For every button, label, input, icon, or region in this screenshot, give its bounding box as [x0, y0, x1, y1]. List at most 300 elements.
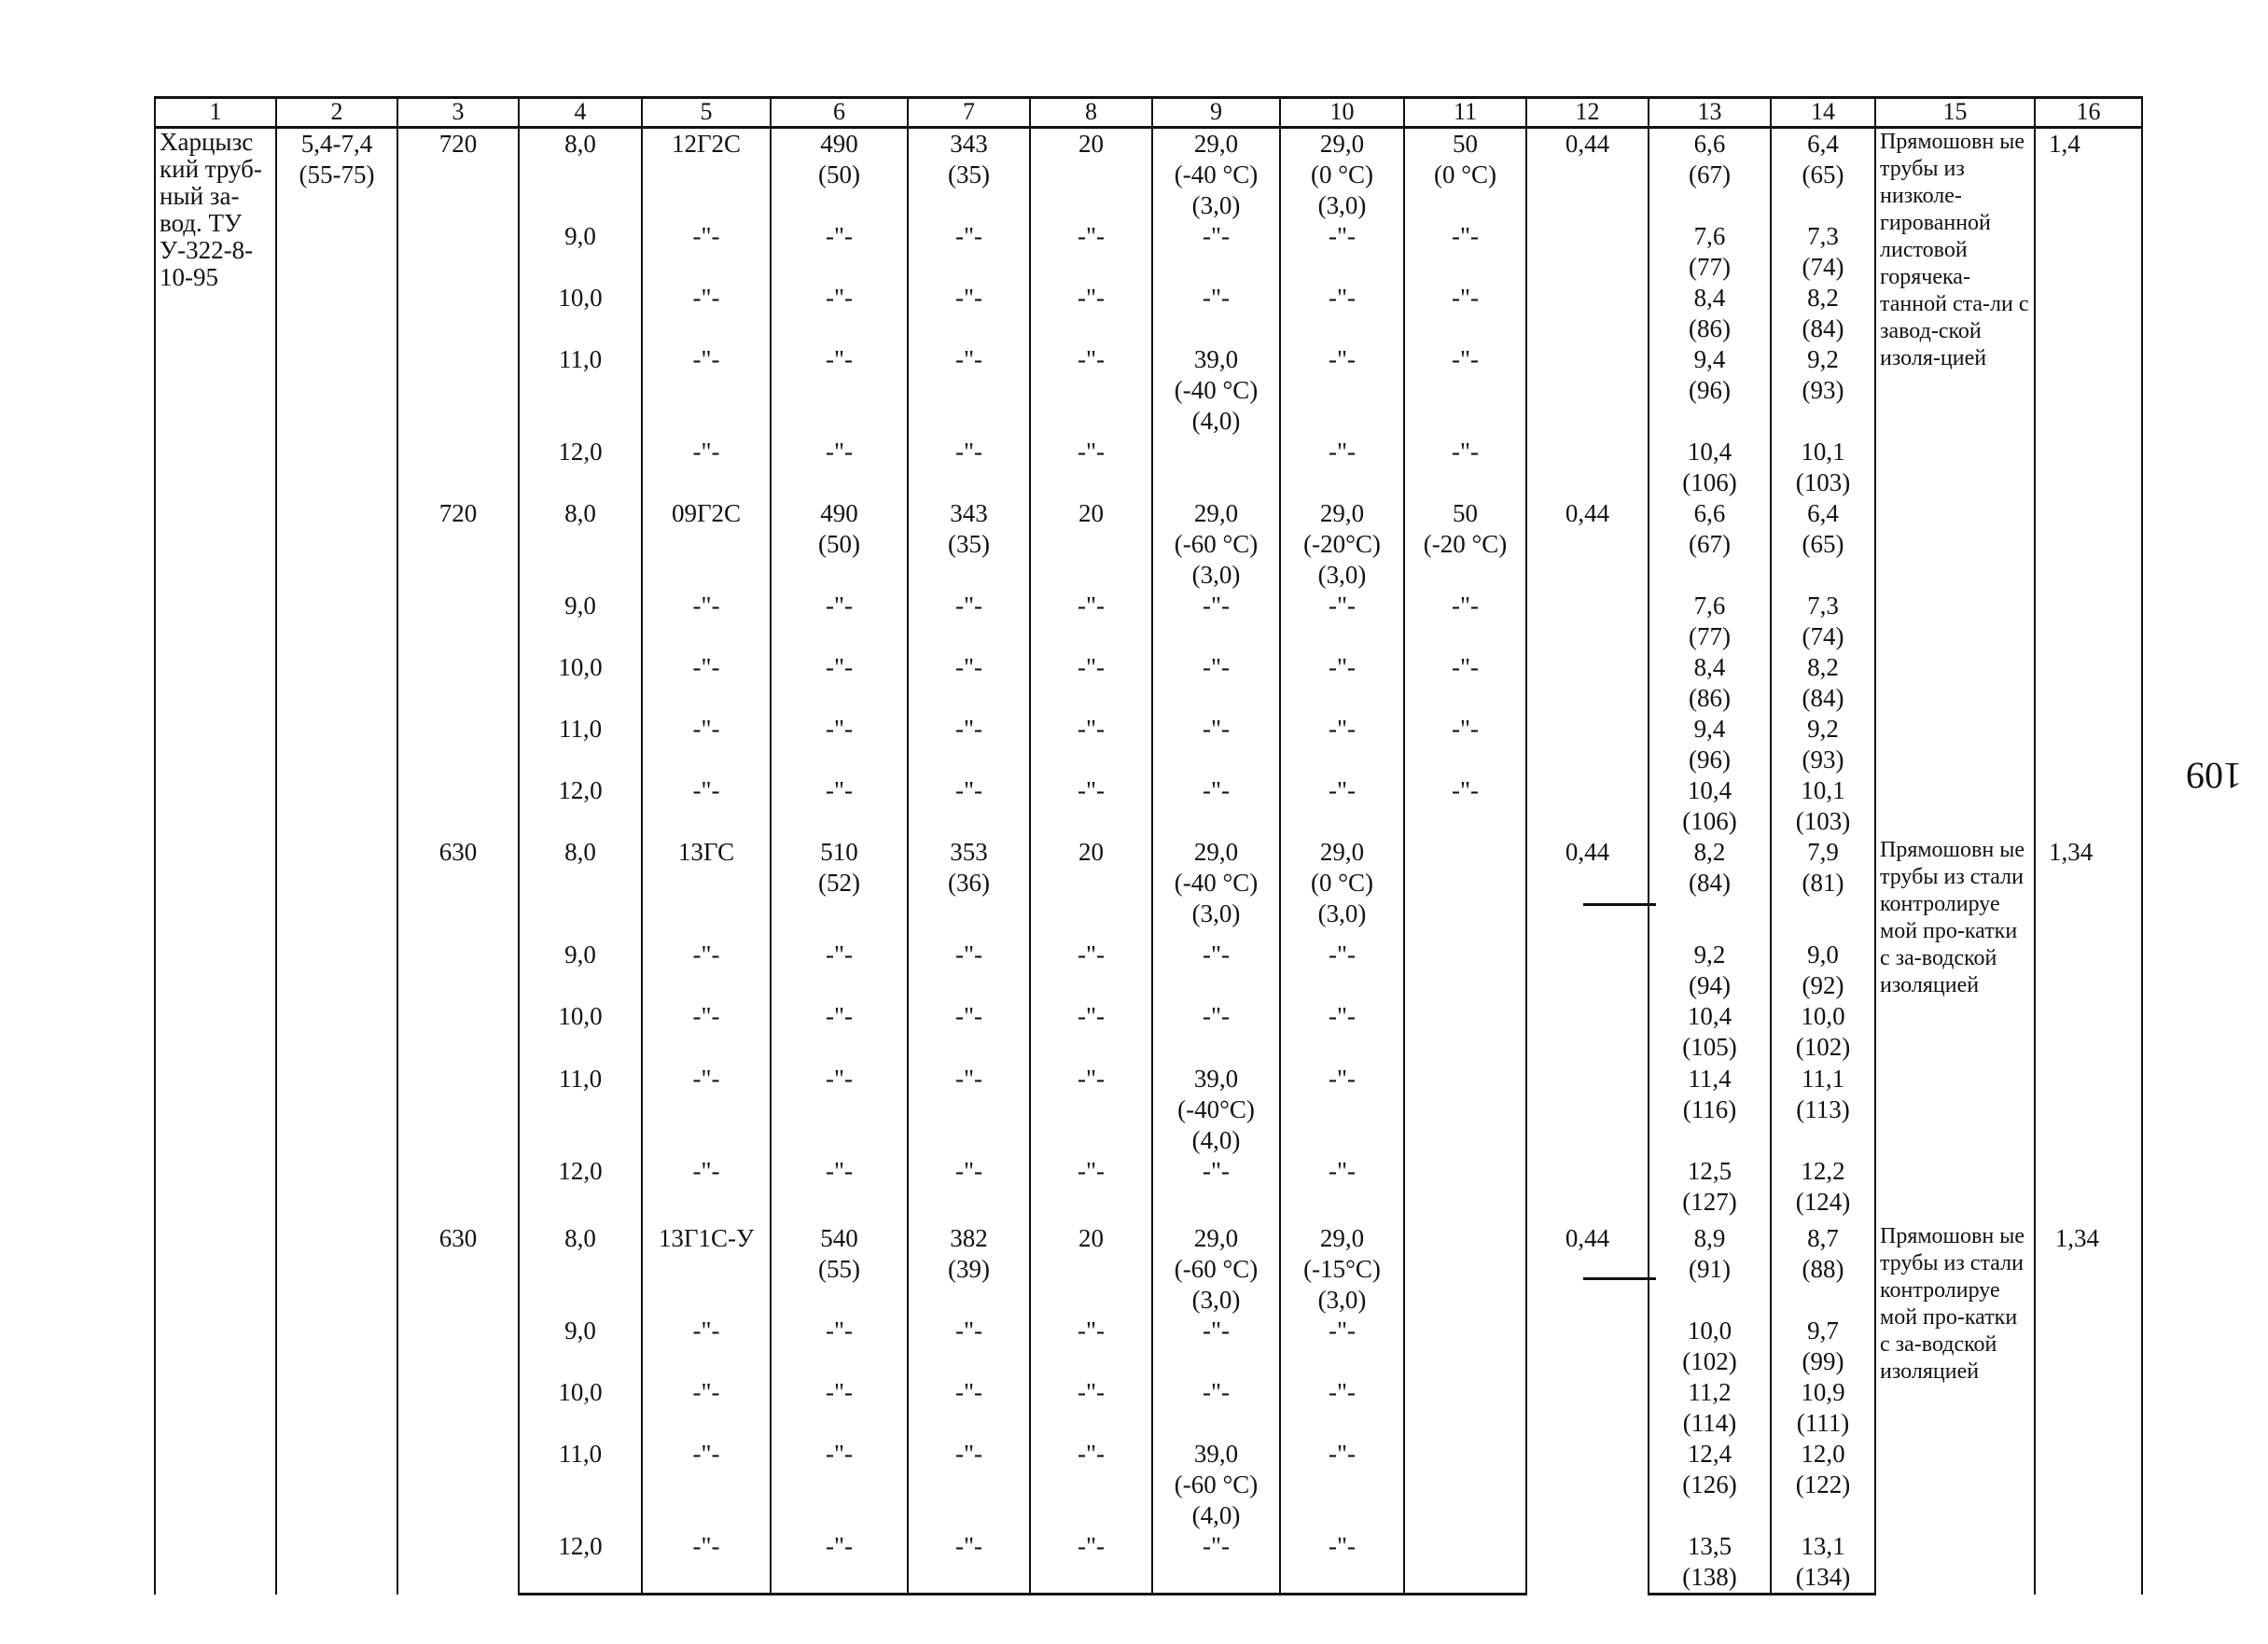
yield-strength-cell — [908, 1001, 1030, 1064]
pipe-diameter-cell — [397, 1223, 519, 1595]
tensile-strength-cell — [771, 221, 908, 283]
working-pressure-a-cell — [1649, 1531, 1771, 1595]
wall-thickness-cell — [519, 1377, 642, 1439]
elongation-cell — [1030, 775, 1152, 837]
tensile-strength-cell — [771, 591, 908, 652]
elongation-cell — [1030, 128, 1152, 222]
working-pressure-a-cell — [1649, 775, 1771, 837]
wall-thickness-cell — [519, 1064, 642, 1156]
impact-strength-a-cell — [1152, 652, 1280, 714]
carbon-equivalent-cell — [1526, 128, 1649, 499]
wall-thickness: 12,0 — [558, 1157, 603, 1185]
pipe-diameter-cell — [397, 128, 519, 499]
steel-grade-cell — [642, 1377, 771, 1439]
fracture-share-cell — [1404, 1531, 1526, 1595]
tensile-strength-cell — [771, 1439, 908, 1531]
wall-thickness-cell — [519, 1531, 642, 1595]
wall-thickness-cell — [519, 652, 642, 714]
yield-strength: -"- — [954, 776, 982, 804]
document-sheet — [154, 96, 2141, 1591]
impact-strength-a-cell — [1152, 283, 1280, 344]
working-pressure-b: 6,4 (65) — [1802, 130, 1844, 188]
impact-strength-b: -"- — [1328, 1317, 1356, 1344]
column-header: 1 — [155, 98, 276, 128]
impact-strength-a: 39,0 (-40 °C) (4,0) — [1174, 345, 1259, 435]
working-pressure-b: 7,9 (81) — [1802, 838, 1844, 897]
yield-strength: -"- — [954, 222, 982, 250]
tensile-strength: -"- — [825, 345, 853, 373]
wall-thickness: 8,0 — [564, 838, 596, 866]
elongation-cell — [1030, 221, 1152, 283]
table-row — [155, 128, 2142, 222]
pressure-range: 5,4-7,4 (55-75) — [299, 130, 375, 188]
working-pressure-b: 9,7 (99) — [1802, 1317, 1844, 1375]
steel-grade: 13Г1С-У — [658, 1224, 755, 1252]
impact-strength-b-cell — [1280, 1439, 1404, 1531]
safety-factor: 1,34 — [2054, 1224, 2099, 1252]
fracture-share: -"- — [1451, 715, 1479, 743]
elongation-cell — [1030, 344, 1152, 437]
working-pressure-b: 8,2 (84) — [1802, 284, 1844, 342]
fracture-share-cell — [1404, 940, 1526, 1001]
pipe-spec-table — [154, 96, 2143, 1595]
tensile-strength: -"- — [825, 1157, 853, 1185]
fracture-share-cell — [1404, 1377, 1526, 1439]
elongation: -"- — [1077, 1440, 1105, 1468]
column-header: 10 — [1280, 98, 1404, 128]
impact-strength-b: -"- — [1328, 1065, 1356, 1093]
working-pressure-b-cell — [1771, 775, 1875, 837]
column-header: 13 — [1649, 98, 1771, 128]
impact-strength-a: 39,0 (-40°C) (4,0) — [1177, 1065, 1255, 1154]
wall-thickness: 8,0 — [564, 499, 596, 527]
steel-grade: -"- — [692, 1440, 720, 1468]
impact-strength-a-cell — [1152, 1064, 1280, 1156]
elongation-cell — [1030, 1001, 1152, 1064]
yield-strength: -"- — [954, 653, 982, 681]
carbon-equivalent: 0,44 — [1565, 1224, 1610, 1252]
elongation: 20 — [1078, 838, 1104, 866]
steel-grade: -"- — [692, 222, 720, 250]
working-pressure-a-cell — [1649, 1316, 1771, 1377]
column-header: 12 — [1526, 98, 1649, 128]
working-pressure-b: 7,3 (74) — [1802, 592, 1844, 650]
working-pressure-b-cell — [1771, 837, 1875, 940]
working-pressure-a: 9,4 (96) — [1689, 345, 1731, 404]
tensile-strength: -"- — [825, 1002, 853, 1030]
elongation: -"- — [1077, 1065, 1105, 1093]
working-pressure-b: 10,9 (111) — [1796, 1378, 1850, 1437]
table-body — [155, 98, 2142, 1595]
working-pressure-a-cell — [1649, 1439, 1771, 1531]
elongation-cell — [1030, 283, 1152, 344]
steel-grade-cell — [642, 1439, 771, 1531]
fracture-share-cell — [1404, 1439, 1526, 1531]
tensile-strength: -"- — [825, 1378, 853, 1406]
working-pressure-b-cell — [1771, 1001, 1875, 1064]
yield-strength-cell — [908, 1064, 1030, 1156]
carbon-equivalent: 0,44 — [1565, 838, 1610, 866]
working-pressure-a: 8,9 (91) — [1689, 1224, 1731, 1283]
wall-thickness: 11,0 — [558, 1440, 603, 1468]
working-pressure-a: 13,5 (138) — [1682, 1532, 1737, 1591]
yield-strength: -"- — [954, 345, 982, 373]
yield-strength: -"- — [954, 1378, 982, 1406]
column-header: 8 — [1030, 98, 1152, 128]
steel-grade: -"- — [692, 1157, 720, 1185]
working-pressure-a: 9,4 (96) — [1689, 715, 1731, 773]
yield-strength: 343 (35) — [948, 499, 990, 558]
impact-strength-b: -"- — [1328, 776, 1356, 804]
working-pressure-b-cell — [1771, 344, 1875, 437]
fracture-share-cell — [1404, 591, 1526, 652]
steel-grade-cell — [642, 775, 771, 837]
wall-thickness: 11,0 — [558, 1065, 603, 1093]
working-pressure-b: 8,2 (84) — [1802, 653, 1844, 712]
impact-strength-b-cell — [1280, 837, 1404, 940]
impact-strength-b: -"- — [1328, 1378, 1356, 1406]
column-header: 6 — [771, 98, 908, 128]
wall-thickness: 10,0 — [558, 1378, 603, 1406]
impact-strength-b: -"- — [1328, 284, 1356, 312]
working-pressure-b-cell — [1771, 714, 1875, 775]
steel-grade-cell — [642, 1001, 771, 1064]
impact-strength-b-cell — [1280, 775, 1404, 837]
yield-strength: -"- — [954, 1065, 982, 1093]
yield-strength-cell — [908, 775, 1030, 837]
elongation: -"- — [1077, 940, 1105, 968]
column-header: 5 — [642, 98, 771, 128]
steel-grade-cell — [642, 1064, 771, 1156]
working-pressure-a: 8,4 (86) — [1689, 653, 1731, 712]
wall-thickness: 9,0 — [564, 222, 596, 250]
yield-strength-cell — [908, 498, 1030, 591]
tensile-strength-cell — [771, 437, 908, 498]
safety-factor-cell — [2035, 498, 2142, 837]
wall-thickness-cell — [519, 221, 642, 283]
impact-strength-b: -"- — [1328, 1157, 1356, 1185]
impact-strength-a: -"- — [1202, 1157, 1230, 1185]
yield-strength-cell — [908, 221, 1030, 283]
elongation: -"- — [1077, 284, 1105, 312]
steel-grade: -"- — [692, 1065, 720, 1093]
safety-factor-cell — [2035, 837, 2142, 1223]
yield-strength-cell — [908, 652, 1030, 714]
impact-strength-a-cell — [1152, 775, 1280, 837]
working-pressure-b: 7,3 (74) — [1802, 222, 1844, 281]
working-pressure-b: 11,1 (113) — [1796, 1065, 1850, 1123]
yield-strength: -"- — [954, 1440, 982, 1468]
impact-strength-b-cell — [1280, 652, 1404, 714]
impact-strength-b-cell — [1280, 344, 1404, 437]
wall-thickness-cell — [519, 1439, 642, 1531]
fracture-share-cell — [1404, 714, 1526, 775]
steel-grade-cell — [642, 1316, 771, 1377]
steel-grade: 09Г2С — [671, 499, 742, 527]
elongation-cell — [1030, 1531, 1152, 1595]
elongation-cell — [1030, 652, 1152, 714]
page-number: 109 — [2186, 755, 2242, 797]
tensile-strength-cell — [771, 940, 908, 1001]
elongation: 20 — [1078, 130, 1104, 158]
impact-strength-a-cell — [1152, 940, 1280, 1001]
tensile-strength: -"- — [825, 1440, 853, 1468]
yield-strength-cell — [908, 1223, 1030, 1316]
column-header: 11 — [1404, 98, 1526, 128]
impact-strength-b-cell — [1280, 498, 1404, 591]
tensile-strength: 490 (50) — [818, 499, 860, 558]
elongation-cell — [1030, 437, 1152, 498]
working-pressure-a: 10,4 (106) — [1682, 776, 1737, 835]
yield-strength: -"- — [954, 592, 982, 620]
working-pressure-b: 10,0 (102) — [1795, 1002, 1851, 1061]
tensile-strength: 540 (55) — [818, 1224, 860, 1283]
working-pressure-b: 10,1 (103) — [1795, 438, 1851, 496]
elongation: -"- — [1077, 438, 1105, 466]
impact-strength-b: -"- — [1328, 592, 1356, 620]
column-header: 3 — [397, 98, 519, 128]
fracture-share-cell — [1404, 1156, 1526, 1223]
yield-strength: 343 (35) — [948, 130, 990, 188]
impact-strength-a-cell — [1152, 1156, 1280, 1223]
working-pressure-b: 12,0 (122) — [1795, 1440, 1851, 1498]
tensile-strength-cell — [771, 775, 908, 837]
wall-thickness-cell — [519, 1223, 642, 1316]
impact-strength-a: -"- — [1202, 1532, 1230, 1560]
pipe-note: Прямошовн ые трубы из стали контролируе мой про-катки с за-водской изоляцией — [1880, 1224, 2025, 1384]
working-pressure-a: 10,4 (105) — [1682, 1002, 1737, 1061]
yield-strength-cell — [908, 283, 1030, 344]
impact-strength-a: -"- — [1202, 222, 1230, 250]
yield-strength: 382 (39) — [948, 1224, 990, 1283]
working-pressure-a-cell — [1649, 221, 1771, 283]
pipe-note-cell — [1875, 837, 2035, 1223]
wall-thickness-cell — [519, 591, 642, 652]
working-pressure-b-cell — [1771, 1377, 1875, 1439]
impact-strength-b-cell — [1280, 591, 1404, 652]
tensile-strength: -"- — [825, 940, 853, 968]
tensile-strength-cell — [771, 283, 908, 344]
elongation-cell — [1030, 1064, 1152, 1156]
steel-grade-cell — [642, 344, 771, 437]
wall-thickness-cell — [519, 498, 642, 591]
working-pressure-a-cell — [1649, 1223, 1771, 1316]
tensile-strength-cell — [771, 714, 908, 775]
impact-strength-b-cell — [1280, 1064, 1404, 1156]
yield-strength-cell — [908, 1156, 1030, 1223]
wall-thickness: 11,0 — [558, 345, 603, 373]
wall-thickness: 10,0 — [558, 1002, 603, 1030]
elongation-cell — [1030, 1377, 1152, 1439]
steel-grade: -"- — [692, 438, 720, 466]
working-pressure-a: 12,4 (126) — [1682, 1440, 1737, 1498]
impact-strength-b-cell — [1280, 940, 1404, 1001]
impact-strength-b-cell — [1280, 1531, 1404, 1595]
working-pressure-a: 9,2 (94) — [1689, 940, 1731, 999]
impact-strength-a-cell — [1152, 837, 1280, 940]
elongation: -"- — [1077, 1157, 1105, 1185]
working-pressure-a-cell — [1649, 591, 1771, 652]
wall-thickness: 12,0 — [558, 1532, 603, 1560]
tensile-strength: -"- — [825, 1065, 853, 1093]
impact-strength-a: -"- — [1202, 715, 1230, 743]
yield-strength-cell — [908, 940, 1030, 1001]
yield-strength: -"- — [954, 1002, 982, 1030]
safety-factor: 1,4 — [2049, 130, 2080, 158]
yield-strength: -"- — [954, 1157, 982, 1185]
impact-strength-a-cell — [1152, 1001, 1280, 1064]
working-pressure-a: 10,4 (106) — [1682, 438, 1737, 496]
impact-strength-a: -"- — [1202, 592, 1230, 620]
impact-strength-b: -"- — [1328, 1532, 1356, 1560]
impact-strength-a-cell — [1152, 344, 1280, 437]
yield-strength: -"- — [954, 1317, 982, 1344]
pipe-diameter: 630 — [438, 838, 478, 866]
impact-strength-b: -"- — [1328, 438, 1356, 466]
carbon-equivalent: 0,44 — [1565, 130, 1610, 158]
impact-strength-a: -"- — [1202, 653, 1230, 681]
yield-strength: -"- — [954, 715, 982, 743]
steel-grade: -"- — [692, 776, 720, 804]
elongation: -"- — [1077, 345, 1105, 373]
steel-grade-cell — [642, 591, 771, 652]
steel-grade-cell — [642, 128, 771, 222]
manufacturer-cell — [155, 128, 276, 1595]
wall-thickness-cell — [519, 837, 642, 940]
working-pressure-a: 8,4 (86) — [1689, 284, 1731, 342]
tensile-strength-cell — [771, 1001, 908, 1064]
column-header: 14 — [1771, 98, 1875, 128]
working-pressure-b-cell — [1771, 940, 1875, 1001]
impact-strength-a: -"- — [1202, 1378, 1230, 1406]
working-pressure-a-cell — [1649, 837, 1771, 940]
column-header: 9 — [1152, 98, 1280, 128]
impact-strength-b: -"- — [1328, 345, 1356, 373]
steel-grade: -"- — [692, 1378, 720, 1406]
impact-strength-a: 39,0 (-60 °C) (4,0) — [1174, 1440, 1259, 1529]
impact-strength-a-cell — [1152, 714, 1280, 775]
impact-strength-a-cell — [1152, 128, 1280, 222]
working-pressure-b-cell — [1771, 1439, 1875, 1531]
yield-strength-cell — [908, 1531, 1030, 1595]
fracture-share-cell — [1404, 1064, 1526, 1156]
steel-grade-cell — [642, 714, 771, 775]
tensile-strength: -"- — [825, 1317, 853, 1344]
steel-grade: -"- — [692, 1532, 720, 1560]
impact-strength-b: -"- — [1328, 1440, 1356, 1468]
working-pressure-b: 13,1 (134) — [1795, 1532, 1851, 1591]
pipe-note-cell — [1875, 128, 2035, 499]
pipe-note: Прямошовн ые трубы из стали контролируе мой про-катки с за-водской изоляцией — [1880, 838, 2025, 997]
tensile-strength: 490 (50) — [818, 130, 860, 188]
working-pressure-a: 6,6 (67) — [1689, 130, 1731, 188]
yield-strength-cell — [908, 437, 1030, 498]
tensile-strength-cell — [771, 344, 908, 437]
elongation-cell — [1030, 1316, 1152, 1377]
fracture-share: 50 (0 °C) — [1433, 130, 1497, 188]
working-pressure-a-cell — [1649, 128, 1771, 222]
column-header: 15 — [1875, 98, 2035, 128]
yield-strength-cell — [908, 1377, 1030, 1439]
working-pressure-b-cell — [1771, 652, 1875, 714]
working-pressure-b: 6,4 (65) — [1802, 499, 1844, 558]
yield-strength: -"- — [954, 1532, 982, 1560]
fracture-share-cell — [1404, 498, 1526, 591]
wall-thickness: 8,0 — [564, 1224, 596, 1252]
impact-strength-a: -"- — [1202, 284, 1230, 312]
impact-strength-a: -"- — [1202, 1002, 1230, 1030]
pressure-range-cell — [276, 128, 397, 1595]
steel-grade-cell — [642, 1156, 771, 1223]
fracture-share: -"- — [1451, 345, 1479, 373]
fracture-share: -"- — [1451, 438, 1479, 466]
fracture-share: 50 (-20 °C) — [1423, 499, 1508, 558]
column-header: 16 — [2035, 98, 2142, 128]
impact-strength-a-cell — [1152, 1223, 1280, 1316]
fracture-share-cell — [1404, 775, 1526, 837]
working-pressure-b: 9,2 (93) — [1802, 715, 1844, 773]
carbon-equivalent-cell — [1526, 837, 1649, 1223]
wall-thickness: 9,0 — [564, 940, 596, 968]
steel-grade: 13ГС — [677, 838, 735, 866]
impact-strength-a: 29,0 (-40 °C) (3,0) — [1174, 130, 1259, 219]
working-pressure-b-cell — [1771, 128, 1875, 222]
impact-strength-b-cell — [1280, 221, 1404, 283]
yield-strength-cell — [908, 837, 1030, 940]
yield-strength: -"- — [954, 438, 982, 466]
fracture-share-cell — [1404, 221, 1526, 283]
working-pressure-b: 9,0 (92) — [1802, 940, 1844, 999]
wall-thickness-cell — [519, 940, 642, 1001]
wall-thickness: 12,0 — [558, 438, 603, 466]
wall-thickness: 12,0 — [558, 776, 603, 804]
working-pressure-b-cell — [1771, 1156, 1875, 1223]
elongation: -"- — [1077, 1532, 1105, 1560]
tensile-strength: -"- — [825, 284, 853, 312]
wall-thickness-cell — [519, 1001, 642, 1064]
column-header: 7 — [908, 98, 1030, 128]
working-pressure-a: 7,6 (77) — [1689, 592, 1731, 650]
wall-thickness-cell — [519, 128, 642, 222]
tensile-strength: -"- — [825, 653, 853, 681]
yield-strength: -"- — [954, 284, 982, 312]
working-pressure-b-cell — [1771, 1223, 1875, 1316]
elongation: -"- — [1077, 715, 1105, 743]
steel-grade: -"- — [692, 653, 720, 681]
steel-grade-cell — [642, 437, 771, 498]
impact-strength-b-cell — [1280, 283, 1404, 344]
tensile-strength-cell — [771, 1064, 908, 1156]
fracture-share-cell — [1404, 344, 1526, 437]
steel-grade-cell — [642, 1223, 771, 1316]
working-pressure-a-cell — [1649, 437, 1771, 498]
impact-strength-b-cell — [1280, 1316, 1404, 1377]
steel-grade: -"- — [692, 940, 720, 968]
working-pressure-b-cell — [1771, 1531, 1875, 1595]
steel-grade-cell — [642, 498, 771, 591]
pipe-note-cell — [1875, 1223, 2035, 1595]
elongation-cell — [1030, 714, 1152, 775]
steel-grade-cell — [642, 837, 771, 940]
working-pressure-b-cell — [1771, 591, 1875, 652]
carbon-equivalent: 0,44 — [1565, 499, 1610, 527]
steel-grade-cell — [642, 283, 771, 344]
yield-strength-cell — [908, 591, 1030, 652]
impact-strength-b: 29,0 (0 °C) (3,0) — [1310, 130, 1374, 219]
pipe-note-cell — [1875, 498, 2035, 837]
working-pressure-a: 8,2 (84) — [1689, 838, 1731, 897]
pipe-diameter: 720 — [438, 499, 478, 527]
